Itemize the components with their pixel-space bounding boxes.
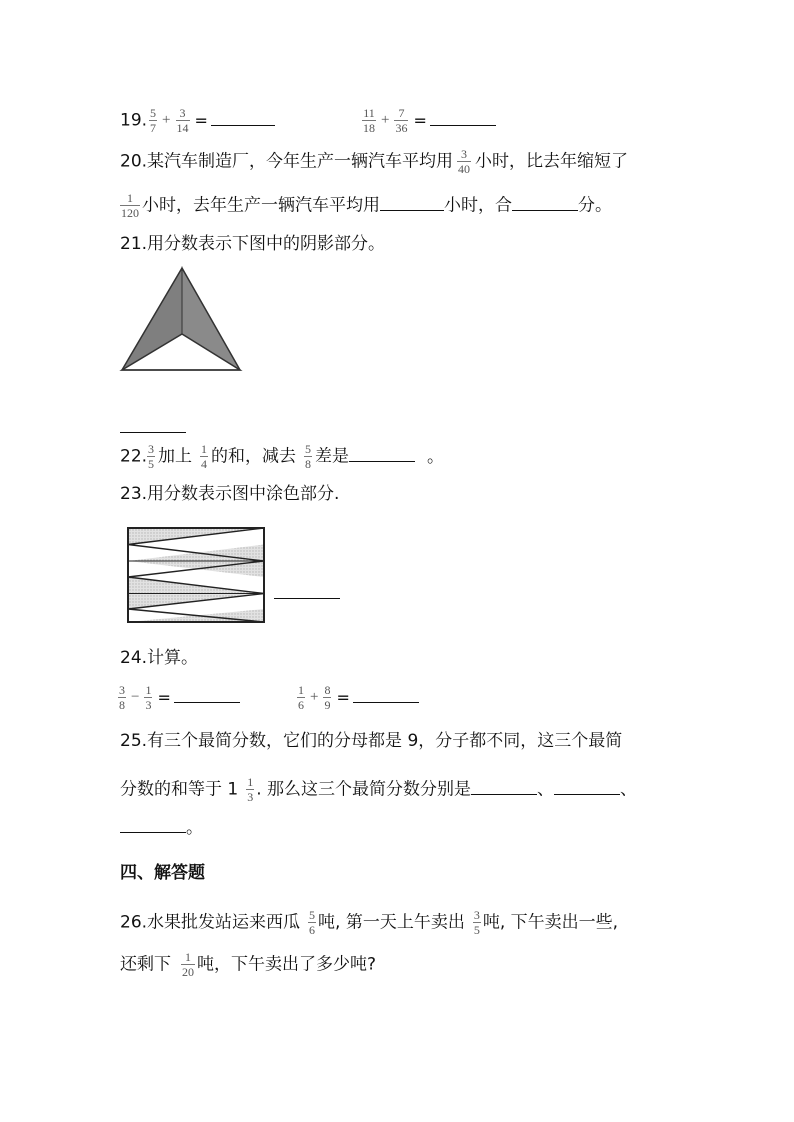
- triangle-figure: [118, 264, 244, 376]
- equals-sign: =: [413, 110, 427, 130]
- question-26-line-1: 26.水果批发站运来西瓜 $\frac{5}{6}$ 吨, 第一天上午卖出 $\frac{3}{5}$ 吨, 下午卖出一些,: [120, 908, 619, 937]
- answer-blank[interactable]: [471, 793, 537, 795]
- fraction: $\frac{11}{18}$: [363, 106, 375, 135]
- question-21: 21.用分数表示下图中的阴影部分。: [120, 234, 386, 254]
- zigzag-rectangle-figure: [126, 526, 268, 624]
- fraction: $\frac{1}{20}$: [182, 950, 194, 979]
- question-23-answer: [274, 584, 340, 603]
- fraction: $\frac{1}{6}$: [298, 683, 304, 712]
- answer-blank[interactable]: [554, 793, 620, 795]
- plus-sign: +: [381, 112, 390, 128]
- answer-blank[interactable]: [353, 701, 419, 703]
- answer-blank[interactable]: [430, 124, 496, 126]
- question-20-line-1: 20.某汽车制造厂，今年生产一辆汽车平均用 $\frac{3}{40}$ 小时，比去年缩短了: [120, 147, 629, 176]
- fraction: $\frac{3}{5}$: [473, 908, 480, 937]
- question-26-line-2: 还剩下 $\frac{1}{20}$ 吨，下午卖出了多少吨?: [120, 950, 377, 979]
- question-25-line-2: 分数的和等于 1 $\frac{1}{3}$ . 那么这三个最简分数分别是 、 、: [120, 775, 638, 804]
- answer-blank[interactable]: [380, 209, 444, 211]
- equals-sign: =: [157, 687, 171, 707]
- question-24-expr-2: [297, 684, 419, 711]
- question-24-expr-1: [118, 684, 240, 711]
- equals-sign: =: [194, 110, 208, 130]
- answer-blank[interactable]: [512, 209, 578, 211]
- answer-blank[interactable]: [211, 124, 275, 126]
- fraction: $\frac{5}{8}$: [305, 442, 312, 471]
- answer-blank[interactable]: [274, 597, 340, 599]
- fraction: $\frac{3}{40}$: [458, 147, 471, 176]
- fraction: $\frac{1}{120}$: [121, 191, 139, 220]
- fraction: $\frac{1}{3}$: [145, 683, 152, 712]
- question-24: 24.计算。: [120, 648, 199, 668]
- equals-sign: =: [336, 687, 350, 707]
- answer-blank[interactable]: [120, 431, 186, 433]
- minus-sign: −: [131, 689, 140, 705]
- question-25-line-1: 25.有三个最简分数，它们的分母都是 9，分子都不同，这三个最简: [120, 731, 623, 751]
- plus-sign: +: [162, 112, 171, 128]
- answer-blank[interactable]: [349, 460, 415, 462]
- question-19-part-2: [360, 107, 496, 134]
- fraction: $\frac{3}{8}$: [119, 683, 125, 712]
- question-20-line-2: $\frac{1}{120}$ 小时，去年生产一辆汽车平均用 小时，合 分。: [121, 191, 612, 220]
- plus-sign: +: [310, 689, 319, 705]
- question-23: 23.用分数表示图中涂色部分.: [120, 484, 340, 504]
- fraction: $\frac{1}{4}$: [201, 442, 208, 471]
- question-19: [120, 107, 275, 134]
- fraction: $\frac{3}{14}$: [176, 106, 189, 135]
- question-21-answer: [120, 418, 186, 437]
- fraction: $\frac{8}{9}$: [324, 683, 331, 712]
- fraction: $\frac{1}{3}$: [247, 775, 254, 804]
- fraction: $\frac{7}{36}$: [395, 106, 408, 135]
- fraction: $\frac{3}{5}$: [148, 442, 155, 471]
- fraction: $\frac{5}{6}$: [309, 908, 316, 937]
- fraction: $\frac{5}{7}$: [150, 106, 157, 135]
- section-heading: 四、解答题: [120, 863, 205, 883]
- answer-blank[interactable]: [120, 831, 186, 833]
- question-22: 22. $\frac{3}{5}$ 加上 $\frac{1}{4}$ 的和，减去 $\frac{5}{8}$ 差是 。: [120, 442, 445, 471]
- answer-blank[interactable]: [174, 701, 240, 703]
- question-25-line-3: 。: [120, 820, 203, 837]
- question-number: 19.: [120, 110, 148, 131]
